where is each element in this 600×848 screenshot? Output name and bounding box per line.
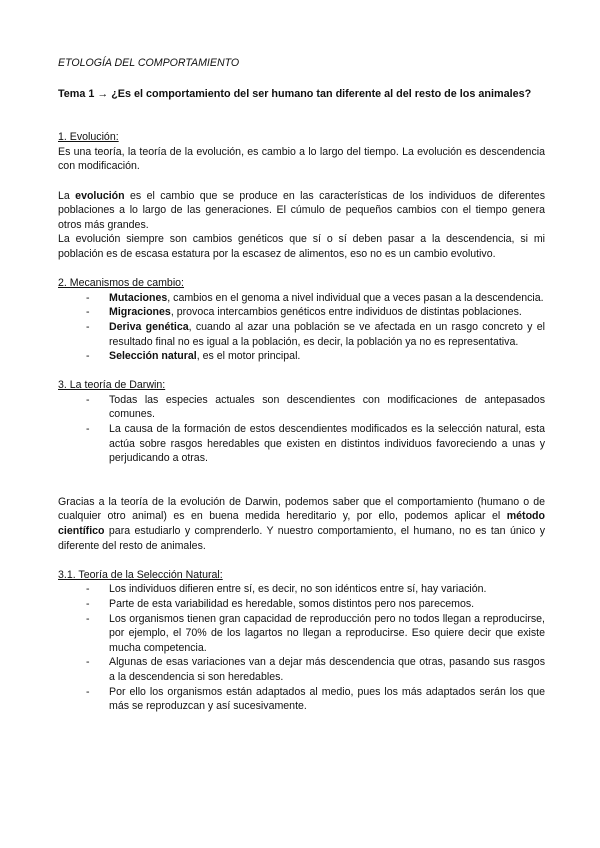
dash-bullet: - bbox=[86, 685, 90, 698]
bold-term: Deriva genética bbox=[109, 320, 189, 333]
paragraph: Es una teoría, la teoría de la evolución, es cambio a lo largo del tiempo. La evolución es descendencia con modificación. bbox=[58, 145, 545, 173]
dash-bullet: - bbox=[86, 306, 90, 319]
list-item bbox=[58, 305, 545, 320]
text-run: Los individuos difieren entre sí, es decir, no son idénticos entre sí, hay variación. bbox=[109, 583, 487, 596]
bold-term: Migraciones bbox=[109, 306, 171, 319]
paragraph bbox=[58, 495, 545, 553]
text-run: Por ello los organismos están adaptados al medio, pues los más adaptados serán los que más se reproduzcan y así sucesivamente. bbox=[109, 685, 545, 713]
dash-bullet: - bbox=[86, 350, 90, 363]
bullet-list bbox=[58, 393, 545, 466]
bullet-list bbox=[58, 582, 545, 713]
list-item bbox=[58, 597, 545, 612]
dash-bullet: - bbox=[86, 423, 90, 436]
list-item bbox=[58, 612, 545, 656]
dash-bullet: - bbox=[86, 656, 90, 669]
list-item bbox=[58, 349, 545, 364]
bold-term: Selección natural bbox=[109, 350, 197, 363]
section-heading-seleccion-natural: 3.1. Teoría de la Selección Natural: bbox=[58, 568, 223, 581]
topic-heading: Tema 1 → ¿Es el comportamiento del ser humano tan diferente al del resto de los animales? bbox=[58, 87, 532, 100]
document-title: ETOLOGÍA DEL COMPORTAMIENTO bbox=[58, 57, 240, 69]
text-run: es el cambio que se produce en las características de los individuos de diferentes poblaciones a lo largo de las generaciones. El cúmulo de pequeños cambios con el tiempo genera otros más grandes. bbox=[58, 189, 545, 231]
list-item bbox=[58, 393, 545, 422]
text-run: La bbox=[58, 189, 76, 202]
text-run: , es el motor principal. bbox=[196, 350, 301, 363]
text-run: , cuando al azar una población se ve afectada en un rasgo concreto y el resultado final no es igual a la población, es decir, la población ya no es representativa. bbox=[109, 320, 545, 348]
document-page bbox=[58, 56, 545, 714]
list-item bbox=[58, 291, 545, 306]
text-run: para estudiarlo y comprenderlo. Y nuestro comportamiento, el humano, no es tan único y diferente del resto de animales. bbox=[58, 525, 545, 552]
text-run: , cambios en el genoma a nivel individual que a veces pasan a la descendencia. bbox=[167, 291, 544, 304]
list-item bbox=[58, 320, 545, 349]
list-item bbox=[58, 655, 545, 684]
paragraph bbox=[58, 189, 545, 233]
text-run: Todas las especies actuales son descendientes con modificaciones de antepasados comunes. bbox=[109, 393, 545, 421]
list-item bbox=[58, 582, 545, 597]
text-run: Gracias a la teoría de la evolución de Darwin, podemos saber que el comportamiento (humano o de cualquier otro animal) es en buena medida hereditario y, por ello, podemos aplicar el bbox=[58, 495, 545, 523]
dash-bullet: - bbox=[86, 583, 90, 596]
dash-bullet: - bbox=[86, 598, 90, 610]
text-run: Algunas de esas variaciones van a dejar más descendencia que otras, pasando sus rasgos a la descendencia si son heredables. bbox=[109, 656, 545, 683]
bold-term: evolución bbox=[75, 189, 125, 202]
text-run: , provoca intercambios genéticos entre individuos de distintas poblaciones. bbox=[170, 306, 522, 319]
dash-bullet: - bbox=[86, 393, 90, 406]
dash-bullet: - bbox=[86, 291, 90, 304]
list-item bbox=[58, 422, 545, 466]
paragraph: La evolución siempre son cambios genéticos que sí o sí deben pasar a la descendencia, si mi población es de escasa estatura por la escasez de alimentos, eso no es un cambio evolutivo. bbox=[58, 233, 545, 260]
dash-bullet: - bbox=[86, 320, 90, 333]
section-heading-evolucion: 1. Evolución: bbox=[58, 131, 119, 144]
text-run: La causa de la formación de estos descendientes modificados es la selección natural, esta actúa sobre rasgos heredables que existen en distintos individuos favoreciendo a unas y perjudicando a otras. bbox=[109, 423, 545, 465]
bullet-list bbox=[58, 291, 545, 364]
list-item bbox=[58, 685, 545, 714]
text-run: Parte de esta variabilidad es heredable, somos distintos pero nos parecemos. bbox=[109, 598, 475, 610]
dash-bullet: - bbox=[86, 612, 90, 625]
section-heading-mecanismos: 2. Mecanismos de cambio: bbox=[58, 277, 185, 290]
section-heading-darwin: 3. La teoría de Darwin: bbox=[58, 379, 166, 392]
bold-term: método científico bbox=[58, 510, 545, 538]
text-run: Los organismos tienen gran capacidad de reproducción pero no todos llegan a reproducirse, por ejemplo, el 70% de los lagartos no llegan a reproducirse. Eso quiere decir que existe mucha competencia. bbox=[109, 612, 545, 654]
bold-term: Mutaciones bbox=[109, 291, 168, 304]
